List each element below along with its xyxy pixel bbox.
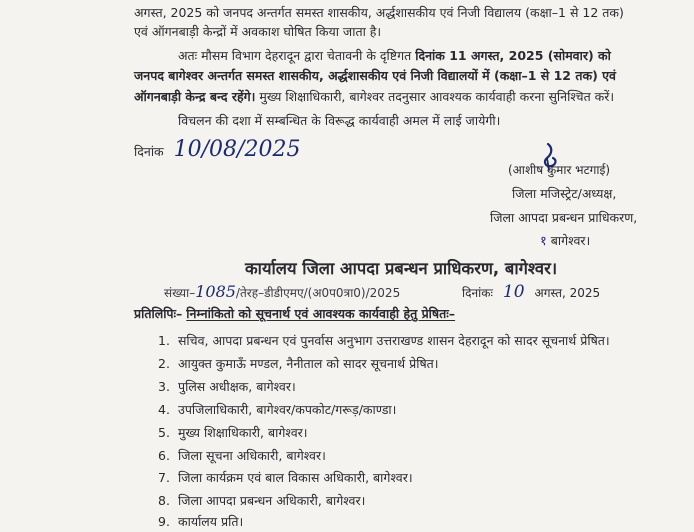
office-heading: कार्यालय जिला आपदा प्रबन्धन प्राधिकरण, बागेश्वर। <box>245 259 558 278</box>
reference-number-label: संख्या– <box>164 286 196 300</box>
paragraph-2-line-1-text: अतः मौसम विभाग देहरादून द्वारा चेतावनी के दृष्टिगत <box>178 48 412 63</box>
order-date-label: दिनांक <box>134 144 164 159</box>
paragraph-1-line-1: अगस्त, 2025 को जनपद अन्तर्गत समस्त शासकीय, अर्द्धशासकीय एवं निजी विद्यालय (कक्षा–1 से 12 तक) <box>134 5 624 20</box>
recipient-text: आयुक्त कुमाऊँ मण्डल, नैनीताल को सादर सूचनार्थ प्रेषित। <box>177 356 439 371</box>
order-date <box>134 138 300 162</box>
holiday-date-text: दिनांक 11 अगस्त, 2025 (सोमवार) को <box>415 48 611 63</box>
recipient-text: पुलिस अधीक्षक, बागेश्वर। <box>177 379 296 394</box>
reference-number-handwritten: 1085 <box>195 282 236 301</box>
paragraph-2-line-3 <box>134 89 614 105</box>
signatory-place <box>540 233 590 250</box>
reference-date-day: 10 <box>502 282 525 302</box>
recipient-text: कार्यालय प्रति। <box>177 514 244 529</box>
instruction-statement: मुख्य शिक्षाधिकारी, बागेश्वर तदनुसार आवश्यक कार्यवाही करना सुनिश्चित करें। <box>259 89 615 104</box>
order-date-handwritten: 10/08/2025 <box>173 137 301 162</box>
reference-date-label: दिनांकः <box>462 286 493 300</box>
recipient-text: मुख्य शिक्षाधिकारी, बागेश्वर। <box>177 425 308 440</box>
closure-statement: ऑगनबाड़ी केन्द्र बन्द रहेंगे। <box>134 89 256 104</box>
recipient-item-1: 1. सचिव, आपदा प्रबन्धन एवं पुनर्वास अनुभाग उत्तराखण्ड शासन देहरादून को सादर सूचनार्थ प्रेषित। <box>158 333 610 348</box>
copy-to-text: निम्नांकितो को सूचनार्थ एवं आवश्यक कार्यवाही हेतु प्रेषितः– <box>186 306 456 321</box>
recipient-item-3: 3. पुलिस अधीक्षक, बागेश्वर। <box>158 379 296 394</box>
recipient-item-7: 7. जिला कार्यक्रम एवं बाल विकास अधिकारी, बागेश्वर। <box>158 470 413 485</box>
copy-to-label: प्रतिलिपिः– <box>134 306 183 321</box>
reference-date-month-year: अगस्त, 2025 <box>534 286 601 300</box>
recipient-text: जिला आपदा प्रबन्धन अधिकारी, बागेश्वर। <box>177 493 366 508</box>
signatory-title-1: जिला मजिस्ट्रेट/अध्यक्ष, <box>512 186 617 201</box>
reference-line <box>164 284 400 301</box>
recipient-text: उपजिलाधिकारी, बागेश्वर/कपकोट/गरूड़/काण्डा। <box>177 402 397 417</box>
signatory-title-2: जिला आपदा प्रबन्धन प्राधिकरण, <box>490 210 638 225</box>
recipient-text: जिला कार्यक्रम एवं बाल विकास अधिकारी, बागेश्वर। <box>177 470 413 485</box>
recipient-text: जिला सूचना अधिकारी, बागेश्वर। <box>177 448 326 463</box>
reference-file-code: /तेरह–डीडीएमए/(अ0प0त्रा0)/2025 <box>235 286 401 300</box>
stamp-mark-icon: १ <box>540 234 547 249</box>
reference-date <box>462 284 600 301</box>
signatory-place-text: बागेश्वर। <box>550 233 591 248</box>
signatory-name: (आशीष कुमार भटगाई) <box>508 163 611 177</box>
copy-to-line <box>134 306 455 322</box>
recipient-item-2: 2. आयुक्त कुमाऊँ मण्डल, नैनीताल को सादर सूचनार्थ प्रेषित। <box>158 356 439 371</box>
recipient-item-5: 5. मुख्य शिक्षाधिकारी, बागेश्वर। <box>158 425 308 440</box>
paragraph-3: विचलन की दशा में सम्बन्धित के विरूद्ध कार्यवाही अमल में लाई जायेगी। <box>178 113 501 128</box>
paragraph-2-line-2: जनपद बागेश्वर अन्तर्गत समस्त शासकीय, अर्द्धशासकीय एवं निजी विद्यालयों में (कक्षा–1 से 12 तक) एवं <box>134 68 616 83</box>
recipient-item-6: 6. जिला सूचना अधिकारी, बागेश्वर। <box>158 448 326 463</box>
recipient-item-4: 4. उपजिलाधिकारी, बागेश्वर/कपकोट/गरूड़/काण्डा। <box>158 402 397 417</box>
recipient-item-8: 8. जिला आपदा प्रबन्धन अधिकारी, बागेश्वर। <box>158 493 366 508</box>
paragraph-2-line-1 <box>178 48 611 64</box>
recipient-item-9: 9. कार्यालय प्रति। <box>158 514 244 529</box>
recipient-text: सचिव, आपदा प्रबन्धन एवं पुनर्वास अनुभाग उत्तराखण्ड शासन देहरादून को सादर सूचनार्थ प्रेषित। <box>177 333 610 348</box>
paragraph-1-line-2: एवं ऑगनबाड़ी केन्द्रों में अवकाश घोषित किया जाता है। <box>134 24 382 39</box>
